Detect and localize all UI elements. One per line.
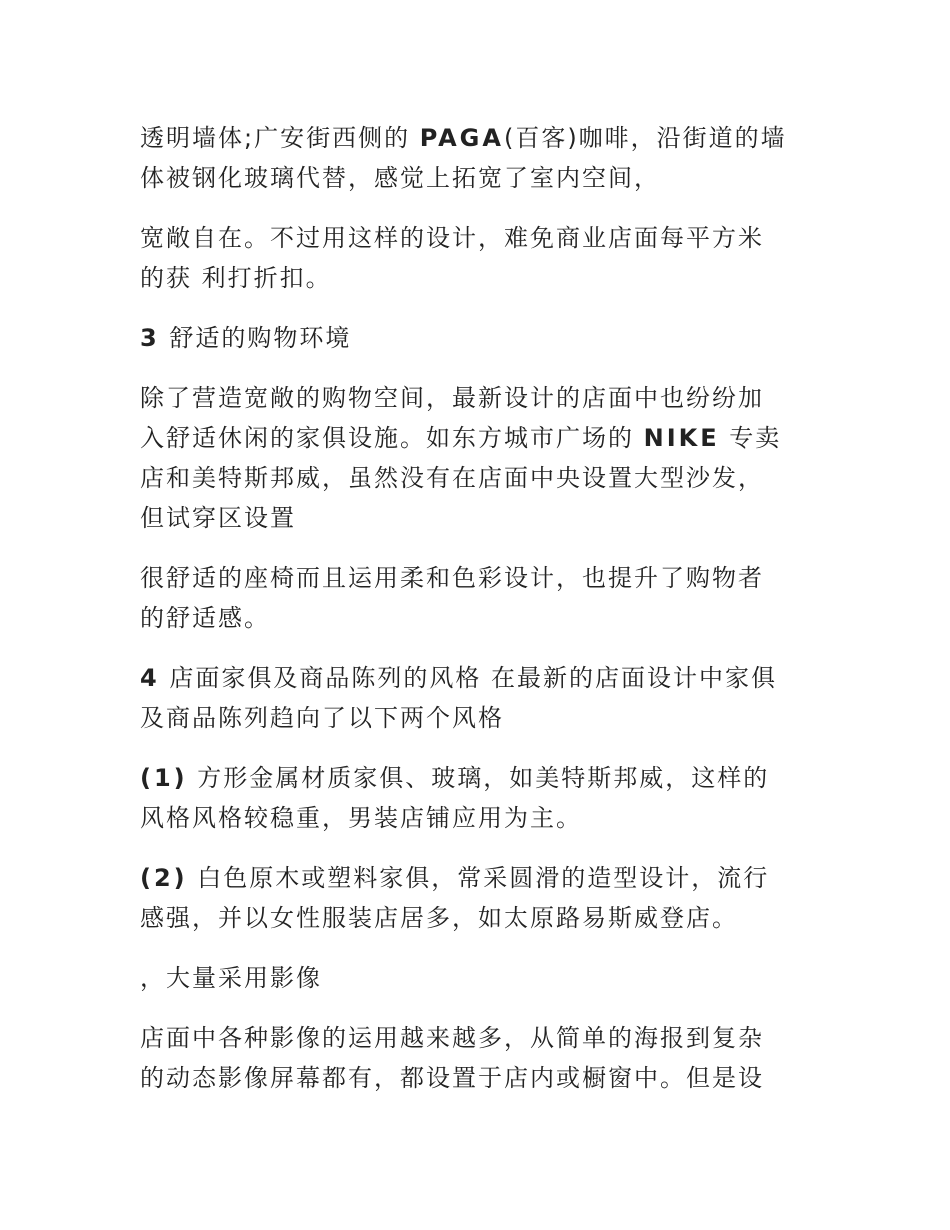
- text-line: [140, 158, 810, 198]
- paragraph: [140, 378, 810, 538]
- paragraph: [140, 318, 810, 358]
- bold-text-segment: PAGA: [419, 124, 504, 152]
- text-line: [140, 378, 810, 418]
- paragraph: [140, 118, 810, 198]
- paragraph: [140, 218, 810, 298]
- paragraph: [140, 558, 810, 638]
- text-segment: 店面家俱及商品陈列的风格 在最新的店面设计中家俱: [159, 664, 777, 692]
- text-segment: ，大量采用影像: [140, 964, 322, 992]
- text-line: [140, 658, 810, 698]
- text-segment: 店面中各种影像的运用越来越多，从简单的海报到复杂: [140, 1024, 764, 1052]
- text-line: [140, 498, 810, 538]
- text-segment: 透明墙体;广安街西侧的: [140, 124, 420, 152]
- text-segment: 的动态影像屏幕都有，都设置于店内或橱窗中。但是设: [140, 1064, 764, 1092]
- paragraph: [140, 758, 810, 838]
- text-segment: 的舒适感。: [140, 604, 270, 632]
- text-segment: 店和美特斯邦威，虽然没有在店面中央设置大型沙发，: [140, 464, 764, 492]
- paragraph: [140, 858, 810, 938]
- text-segment: 方形金属材质家俱、玻璃，如美特斯邦威，这样的: [187, 764, 770, 792]
- paragraph: [140, 1018, 810, 1098]
- text-line: [140, 318, 810, 358]
- text-line: [140, 598, 810, 638]
- text-line: [140, 898, 810, 938]
- text-segment: 及商品陈列趋向了以下两个风格: [140, 704, 504, 732]
- text-segment: 舒适的购物环境: [159, 324, 352, 352]
- bold-text-segment: 3: [140, 324, 160, 352]
- text-line: [140, 558, 810, 598]
- bold-text-segment: (1): [140, 764, 188, 792]
- text-segment: 的获 利打折扣。: [140, 264, 332, 292]
- text-segment: 除了营造宽敞的购物空间，最新设计的店面中也纷纷加: [140, 384, 764, 412]
- paragraph: [140, 958, 810, 998]
- text-line: [140, 418, 810, 458]
- text-line: [140, 798, 810, 838]
- text-segment: 宽敞自在。不过用这样的设计，难免商业店面每平方米: [140, 224, 764, 252]
- text-segment: 但试穿区设置: [140, 504, 296, 532]
- bold-text-segment: (2): [140, 864, 188, 892]
- text-segment: 风格风格较稳重，男装店铺应用为主。: [140, 804, 582, 832]
- document-body: [140, 118, 810, 1118]
- text-line: [140, 258, 810, 298]
- text-segment: 白色原木或塑料家俱，常采圆滑的造型设计，流行: [187, 864, 770, 892]
- text-line: [140, 218, 810, 258]
- bold-text-segment: 4: [140, 664, 160, 692]
- text-line: [140, 698, 810, 738]
- text-line: [140, 958, 810, 998]
- text-line: [140, 118, 810, 158]
- text-line: [140, 1058, 810, 1098]
- bold-text-segment: NIKE: [643, 424, 720, 452]
- text-line: [140, 458, 810, 498]
- text-segment: 很舒适的座椅而且运用柔和色彩设计，也提升了购物者: [140, 564, 764, 592]
- text-line: [140, 858, 810, 898]
- text-line: [140, 758, 810, 798]
- text-segment: 专卖: [719, 424, 782, 452]
- paragraph: [140, 658, 810, 738]
- text-segment: 入舒适休闲的家俱设施。如东方城市广场的: [140, 424, 644, 452]
- text-line: [140, 1018, 810, 1058]
- text-segment: (百客)咖啡，沿街道的墙: [503, 124, 787, 152]
- text-segment: 体被钢化玻璃代替，感觉上拓宽了室内空间，: [140, 164, 660, 192]
- text-segment: 感强，并以女性服装店居多，如太原路易斯威登店。: [140, 904, 738, 932]
